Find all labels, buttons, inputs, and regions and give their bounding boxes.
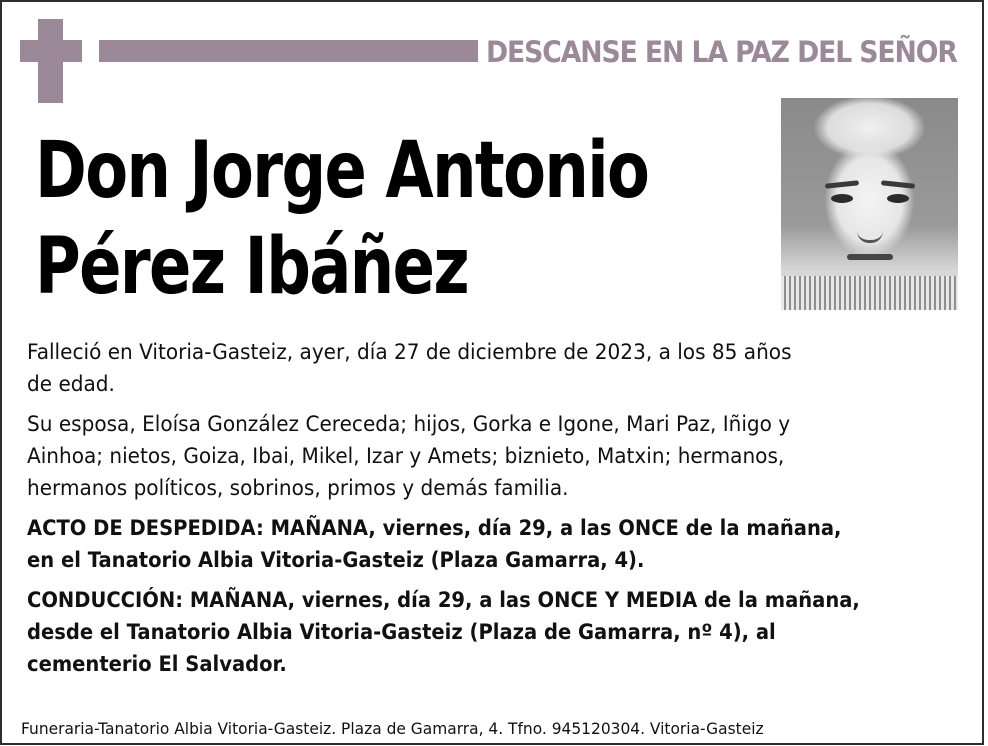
photo-detail	[881, 180, 915, 189]
text-line: Su esposa, Eloísa González Cereceda; hijos, Gorka e Igone, Mari Paz, Iñigo y	[27, 412, 791, 436]
text-line: de edad.	[27, 372, 115, 396]
text-line: ACTO DE DESPEDIDA: MAÑANA, viernes, día 29, a las ONCE de la mañana,	[27, 516, 842, 540]
photo-detail	[887, 194, 909, 203]
photo-detail	[857, 226, 883, 243]
portrait-photo	[781, 98, 958, 310]
family-paragraph	[27, 408, 925, 504]
photo-detail	[825, 180, 859, 189]
text-line: desde el Tanatorio Albia Vitoria-Gasteiz (Plaza de Gamarra, nº 4), al	[27, 620, 776, 644]
latin-cross-icon-arm	[20, 40, 82, 62]
funeral-home-footer: Funeraria-Tanatorio Albia Vitoria-Gasteiz. Plaza de Gamarra, 4. Tfno. 945120304. Vitoria-Gasteiz	[21, 719, 764, 738]
farewell-ceremony-paragraph	[27, 512, 901, 576]
obituary-body	[27, 336, 967, 688]
photo-detail	[847, 254, 893, 260]
text-line: en el Tanatorio Albia Vitoria-Gasteiz (Plaza Gamarra, 4).	[27, 548, 645, 572]
text-line: Ainhoa; nietos, Goiza, Ibai, Mikel, Izar y Amets; biznieto, Matxin; hermanos,	[27, 444, 785, 468]
header-rule-bar	[99, 40, 478, 62]
text-line: hermanos políticos, sobrinos, primos y demás familia.	[27, 476, 569, 500]
header-title: DESCANSE EN LA PAZ DEL SEÑOR	[486, 35, 957, 69]
photo-detail	[831, 194, 853, 203]
text-line: cementerio El Salvador.	[27, 652, 287, 676]
deceased-name-line1: Don Jorge Antonio	[35, 126, 649, 216]
text-line: CONDUCCIÓN: MAÑANA, viernes, día 29, a las ONCE Y MEDIA de la mañana,	[27, 588, 860, 612]
death-notice-paragraph	[27, 336, 925, 400]
procession-paragraph	[27, 584, 901, 680]
deceased-name-line2: Pérez Ibáñez	[35, 222, 469, 312]
text-line: Falleció en Vitoria-Gasteiz, ayer, día 27 de diciembre de 2023, a los 85 años	[27, 340, 792, 364]
photo-detail	[781, 276, 958, 310]
